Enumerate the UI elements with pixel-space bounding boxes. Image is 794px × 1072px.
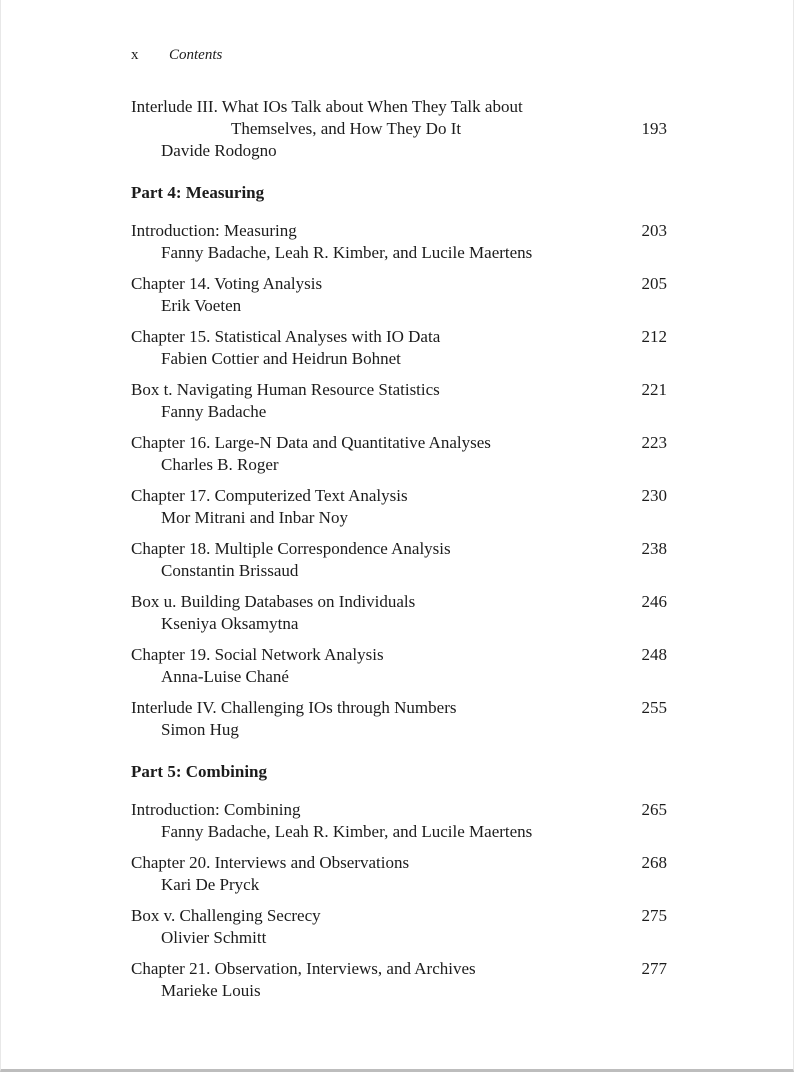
entry-title-line: Themselves, and How They Do It [231, 119, 462, 138]
entry-row [131, 644, 667, 666]
entry-row [131, 958, 667, 980]
entry-authors: Simon Hug [161, 720, 239, 739]
entry-title [131, 644, 628, 666]
entry-title-line: Interlude III. What IOs Talk about When They Talk about [131, 97, 523, 116]
toc-entry [131, 326, 667, 370]
entry-authors: Erik Voeten [161, 296, 242, 315]
toc-entry [131, 905, 667, 949]
entry-title [131, 591, 628, 613]
entry-page-number: 238 [641, 539, 667, 558]
entry-row [131, 852, 667, 874]
toc-entry [131, 591, 667, 635]
entry-title-line: Chapter 21. Observation, Interviews, and Archives [131, 959, 476, 978]
entry-page-number: 205 [641, 274, 667, 293]
toc-entry [131, 485, 667, 529]
entry-authors: Mor Mitrani and Inbar Noy [161, 508, 348, 527]
toc-entry [131, 799, 667, 843]
entry-title [131, 96, 628, 140]
entry-title-line: Chapter 14. Voting Analysis [131, 274, 323, 293]
entry-row [131, 591, 667, 613]
part-heading: Part 4: Measuring [131, 183, 265, 202]
entry-title [131, 220, 628, 242]
entry-authors: Marieke Louis [161, 981, 261, 1000]
entry-authors: Constantin Brissaud [161, 561, 299, 580]
entry-title [131, 697, 628, 719]
entry-title-line: Introduction: Combining [131, 800, 301, 819]
entry-page-number: 203 [641, 221, 667, 240]
entry-authors: Kari De Pryck [161, 875, 260, 894]
entry-title-line: Introduction: Measuring [131, 221, 297, 240]
entry-row [131, 485, 667, 507]
entry-page-number: 193 [641, 119, 667, 138]
entry-title-line: Chapter 19. Social Network Analysis [131, 645, 384, 664]
running-header [131, 46, 667, 64]
entry-authors: Olivier Schmitt [161, 928, 267, 947]
entry-row [131, 220, 667, 242]
entry-title-line: Box u. Building Databases on Individuals [131, 592, 416, 611]
entry-authors: Kseniya Oksamytna [161, 614, 299, 633]
entry-row [131, 799, 667, 821]
entry-page-number: 212 [641, 327, 667, 346]
entry-title [131, 273, 628, 295]
entry-title [131, 852, 628, 874]
entry-title-line: Box t. Navigating Human Resource Statistics [131, 380, 440, 399]
entry-title-line: Box v. Challenging Secrecy [131, 906, 321, 925]
entry-title [131, 799, 628, 821]
toc-entry [131, 958, 667, 1002]
entry-title [131, 905, 628, 927]
page-folio: x [131, 47, 139, 63]
entry-authors: Davide Rodogno [161, 141, 277, 160]
part-heading: Part 5: Combining [131, 762, 267, 781]
entry-title [131, 379, 628, 401]
entry-authors: Charles B. Roger [161, 455, 279, 474]
entry-row [131, 96, 667, 140]
entry-row [131, 273, 667, 295]
toc-entry [131, 644, 667, 688]
entry-row [131, 697, 667, 719]
toc-entry [131, 697, 667, 741]
entry-page-number: 221 [641, 380, 667, 399]
entry-title-line: Chapter 16. Large-N Data and Quantitative Analyses [131, 433, 491, 452]
toc-entry [131, 273, 667, 317]
entry-row [131, 905, 667, 927]
toc-entry [131, 852, 667, 896]
toc-entry [131, 220, 667, 264]
entry-title-line: Chapter 15. Statistical Analyses with IO Data [131, 327, 441, 346]
entry-page-number: 246 [641, 592, 667, 611]
entry-authors: Fanny Badache, Leah R. Kimber, and Lucile Maertens [161, 822, 533, 841]
entry-page-number: 268 [641, 853, 667, 872]
entry-row [131, 432, 667, 454]
entry-title [131, 538, 628, 560]
entry-title-line: Interlude IV. Challenging IOs through Numbers [131, 698, 457, 717]
entry-title [131, 432, 628, 454]
entry-row [131, 326, 667, 348]
entry-row [131, 379, 667, 401]
entry-page-number: 230 [641, 486, 667, 505]
entry-page-number: 255 [641, 698, 667, 717]
entry-title [131, 958, 628, 980]
running-head-title: Contents [169, 47, 223, 63]
toc-list [131, 96, 667, 1002]
entry-page-number: 265 [641, 800, 667, 819]
toc-entry [131, 379, 667, 423]
toc-entry [131, 96, 667, 162]
toc-entry [131, 538, 667, 582]
entry-title-line: Chapter 20. Interviews and Observations [131, 853, 410, 872]
entry-page-number: 248 [641, 645, 667, 664]
entry-page-number: 277 [641, 959, 667, 978]
entry-title [131, 326, 628, 348]
toc-entry [131, 432, 667, 476]
entry-authors: Fanny Badache, Leah R. Kimber, and Lucile Maertens [161, 243, 533, 262]
entry-page-number: 275 [641, 906, 667, 925]
entry-page-number: 223 [641, 433, 667, 452]
entry-row [131, 538, 667, 560]
entry-title [131, 485, 628, 507]
entry-title-line: Chapter 18. Multiple Correspondence Analysis [131, 539, 451, 558]
entry-authors: Anna-Luise Chané [161, 667, 289, 686]
entry-authors: Fabien Cottier and Heidrun Bohnet [161, 349, 401, 368]
entry-authors: Fanny Badache [161, 402, 267, 421]
entry-title-line: Chapter 17. Computerized Text Analysis [131, 486, 408, 505]
